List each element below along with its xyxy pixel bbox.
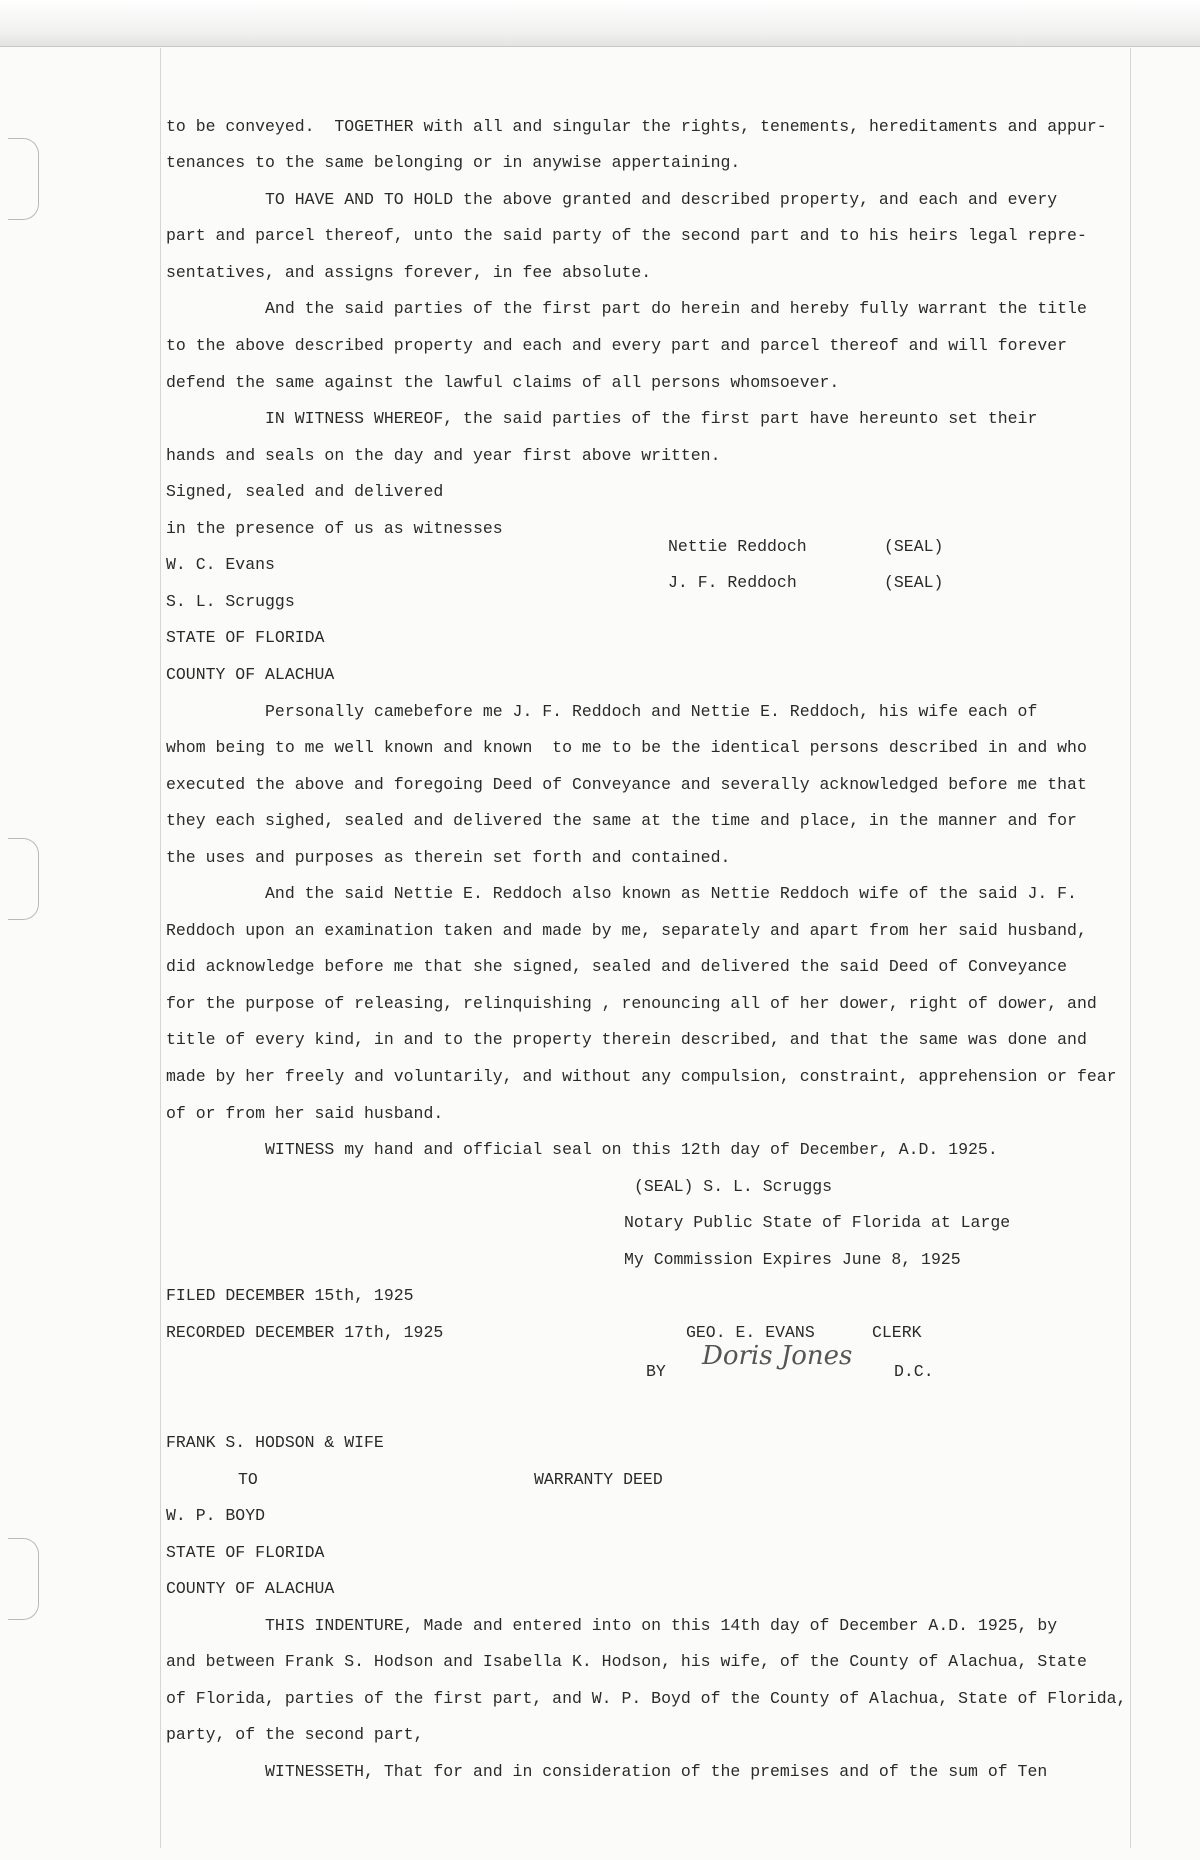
text-line: WITNESSETH, That for and in consideration of the premises and of the sum of Ten: [166, 1762, 1048, 1781]
grantor-heading: FRANK S. HODSON & WIFE: [166, 1433, 384, 1452]
text-line: to be conveyed. TOGETHER with all and singular the rights, tenements, hereditaments and appur-: [166, 117, 1107, 136]
text-line: sentatives, and assigns forever, in fee absolute.: [166, 263, 652, 282]
text-line: title of every kind, in and to the property therein described, and that the same was done and: [166, 1030, 1087, 1049]
left-margin-line: [160, 48, 161, 1848]
text-line: THIS INDENTURE, Made and entered into on this 14th day of December A.D. 1925, by: [166, 1616, 1058, 1635]
text-line: And the said parties of the first part do herein and hereby fully warrant the title: [166, 299, 1087, 318]
by-label: BY: [646, 1362, 666, 1381]
to-heading: TO: [238, 1470, 258, 1489]
deed-title: WARRANTY DEED: [534, 1470, 663, 1489]
text-line: did acknowledge before me that she signed, sealed and delivered the said Deed of Conveyance: [166, 957, 1068, 976]
text-line: STATE OF FLORIDA: [166, 628, 325, 647]
text-line: they each sighed, sealed and delivered the same at the time and place, in the manner and for: [166, 811, 1077, 830]
text-line: hands and seals on the day and year first above written.: [166, 446, 721, 465]
text-line: part and parcel thereof, unto the said party of the second part and to his heirs legal repre-: [166, 226, 1087, 245]
text-line: Reddoch upon an examination taken and made by me, separately and apart from her said husband,: [166, 921, 1087, 940]
text-line: made by her freely and voluntarily, and without any compulsion, constraint, apprehension or fear: [166, 1067, 1117, 1086]
clerk-name: GEO. E. EVANS: [686, 1323, 815, 1342]
text-line: COUNTY OF ALACHUA: [166, 665, 335, 684]
grantee-heading: W. P. BOYD: [166, 1506, 266, 1525]
text-line: whom being to me well known and known to me to be the identical persons described in and who: [166, 738, 1087, 757]
text-line: in the presence of us as witnesses: [166, 519, 503, 538]
text-line: of Florida, parties of the first part, and W. P. Boyd of the County of Alachua, State of Florida,: [166, 1689, 1127, 1708]
notary-commission: My Commission Expires June 8, 1925: [624, 1250, 961, 1269]
text-line: COUNTY OF ALACHUA: [166, 1579, 335, 1598]
text-line: of or from her said husband.: [166, 1104, 444, 1123]
text-line: Signed, sealed and delivered: [166, 482, 444, 501]
signer-name: Nettie Reddoch: [668, 537, 807, 556]
text-line: party, of the second part,: [166, 1725, 424, 1744]
text-line: for the purpose of releasing, relinquishing , renouncing all of her dower, right of dower, and: [166, 994, 1097, 1013]
notary-title: Notary Public State of Florida at Large: [624, 1213, 1011, 1232]
text-line: And the said Nettie E. Reddoch also known as Nettie Reddoch wife of the said J. F.: [166, 884, 1077, 903]
binder-hole-middle: [8, 838, 39, 920]
recorded-date: RECORDED DECEMBER 17th, 1925: [166, 1323, 444, 1342]
text-line: STATE OF FLORIDA: [166, 1543, 325, 1562]
text-line: WITNESS my hand and official seal on this 12th day of December, A.D. 1925.: [166, 1140, 998, 1159]
text-line: to the above described property and each and every part and parcel thereof and will forever: [166, 336, 1068, 355]
binder-hole-top: [8, 138, 39, 220]
witness-name: W. C. Evans: [166, 555, 275, 574]
text-line: and between Frank S. Hodson and Isabella K. Hodson, his wife, of the County of Alachua, State: [166, 1652, 1087, 1671]
text-line: executed the above and foregoing Deed of Conveyance and severally acknowledged before me that: [166, 775, 1087, 794]
page-corner-curl: [1160, 1760, 1200, 1860]
text-line: IN WITNESS WHEREOF, the said parties of the first part have hereunto set their: [166, 409, 1038, 428]
seal-mark: (SEAL): [884, 573, 944, 592]
binder-hole-bottom: [8, 1538, 39, 1620]
text-line: the uses and purposes as therein set forth and contained.: [166, 848, 731, 867]
deputy-clerk-signature: Doris Jones: [702, 1341, 853, 1371]
page-top-edge: [0, 0, 1200, 47]
clerk-title: CLERK: [872, 1323, 922, 1342]
filed-date: FILED DECEMBER 15th, 1925: [166, 1286, 414, 1305]
text-line: TO HAVE AND TO HOLD the above granted and described property, and each and every: [166, 190, 1058, 209]
text-line: Personally camebefore me J. F. Reddoch and Nettie E. Reddoch, his wife each of: [166, 702, 1038, 721]
text-line: defend the same against the lawful claims of all persons whomsoever.: [166, 373, 840, 392]
seal-mark: (SEAL): [884, 537, 944, 556]
signer-name: J. F. Reddoch: [668, 573, 797, 592]
right-margin-line: [1130, 48, 1131, 1848]
deputy-clerk-abbrev: D.C.: [894, 1362, 934, 1381]
notary-seal-line: (SEAL) S. L. Scruggs: [634, 1177, 833, 1196]
text-line: tenances to the same belonging or in anywise appertaining.: [166, 153, 741, 172]
witness-name: S. L. Scruggs: [166, 592, 295, 611]
